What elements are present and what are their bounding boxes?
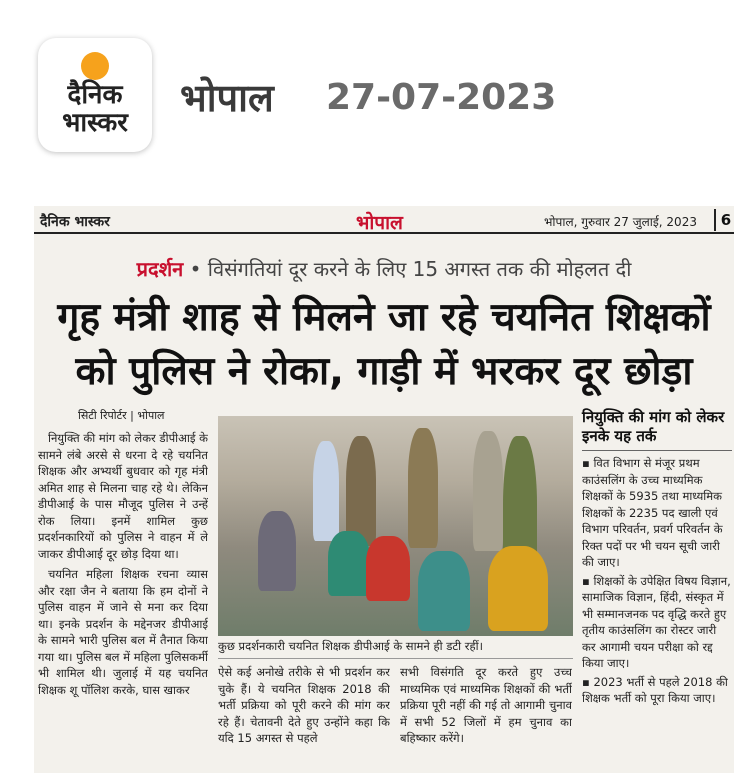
logo-line-1: दैनिक bbox=[67, 80, 123, 110]
photo-person bbox=[258, 511, 296, 591]
newspaper-clipping bbox=[34, 206, 734, 773]
photo-caption: कुछ प्रदर्शनकारी चयनित शिक्षक डीपीआई के सामने ही डटी रहीं। bbox=[218, 638, 573, 659]
photo-person bbox=[346, 436, 376, 546]
masthead-date: भोपाल, गुरुवार 27 जुलाई, 2023 bbox=[544, 215, 697, 229]
article-column-3: सभी विसंगति दूर करते हुए उच्च माध्यमिक एवं माध्यमिक शिक्षकों की भर्ती प्रक्रिया पूरी नहीं की गई तो आगामी चुनाव में सभी 52 जिलों में हम चुनाव का बहिष्कार करेंगे। bbox=[400, 665, 572, 745]
photo-person bbox=[418, 551, 470, 631]
masthead-section: भोपाल bbox=[356, 212, 403, 234]
paragraph-2: चयनित महिला शिक्षक रचना व्यास और रक्षा जैन ने बताया कि हम दोनों ने पुलिस वाहन में जाने से मना कर दिया था। इनके प्रदर्शन के मद्देनजर डीपीआई के सामने भारी पुलिस बल में तैनात किया गया था। पुलिस बल में महिला पुलिसकर्मी भी शामिल थी। जुलाई में यह चयनित शिक्षक शू पॉलिश करके, घास खाकर bbox=[38, 567, 208, 697]
masthead-brand: दैनिक भास्कर bbox=[40, 214, 110, 230]
photo-person bbox=[473, 431, 503, 551]
photo-person bbox=[408, 428, 438, 548]
photo-person bbox=[488, 546, 548, 631]
sidebar-point-2: ▪ शिक्षकों के उपेक्षित विषय विज्ञान, सामाजिक विज्ञान, हिंदी, संस्कृत में भी सम्मानजनक पद वृद्धि करते हुए तृतीय काउंसलिंग का रोस्टर जारी कर आगामी चयन परीक्षा को रद्द किया जाए। bbox=[582, 573, 731, 670]
photo-person bbox=[313, 441, 339, 541]
byline: सिटी रिपोर्टर | भोपाल bbox=[78, 409, 165, 422]
photo-person bbox=[366, 536, 410, 601]
photo-person bbox=[328, 531, 370, 596]
article-column-1 bbox=[38, 430, 208, 770]
kicker bbox=[34, 256, 734, 282]
protest-photo bbox=[218, 416, 573, 636]
sidebar-title: नियुक्ति की मांग को लेकर इनके यह तर्क bbox=[582, 408, 732, 451]
sidebar-box bbox=[582, 408, 732, 770]
headline-line-1: गृह मंत्री शाह से मिलने जा रहे चयनित शिक्षकों bbox=[57, 295, 711, 340]
kicker-text: विसंगतियां दूर करने के लिए 15 अगस्त तक की मोहलत दी bbox=[207, 257, 632, 281]
sidebar-body bbox=[582, 455, 732, 707]
city-title: भोपाल bbox=[180, 76, 274, 120]
sidebar-point-3: ▪ 2023 भर्ती से पहले 2018 की शिक्षक भर्ती को पूरा किया जाए। bbox=[582, 674, 728, 705]
edition-date: 27-07-2023 bbox=[326, 77, 557, 118]
headline-line-2: को पुलिस ने रोका, गाड़ी में भरकर दूर छोड़ा bbox=[75, 349, 693, 394]
sidebar-point-1: ▪ वित विभाग से मंजूर प्रथम काउंसलिंग के उच्च माध्यमिक शिक्षकों के 5935 तथा माध्यमिक शिक्षकों के 2235 पद खाली एवं विभाग परिवर्तन, प्रवर्ग परिवर्तन के रिक्त पदों पर भी चयन सूची जारी की जाए। bbox=[582, 456, 723, 569]
kicker-label: प्रदर्शन bbox=[136, 257, 184, 281]
kicker-bullet: • bbox=[189, 257, 208, 281]
page-number: 6 bbox=[714, 209, 734, 231]
share-header bbox=[0, 0, 755, 190]
article-column-2: ऐसे कई अनोखे तरीके से भी प्रदर्शन कर चुके हैं। ये चयनित शिक्षक 2018 की भर्ती प्रक्रिया को पूरी करने की मांग कर रहे हैं। चेतावनी देते हुए उन्होंने कहा कि यदि 15 अगस्त से पहले bbox=[218, 665, 390, 745]
paragraph-1: नियुक्ति की मांग को लेकर डीपीआई के सामने लंबे अरसे से धरना दे रहे चयनित शिक्षक और अभ्यर्थी बुधवार को गृह मंत्री अमित शाह से मिलना चाह रहे थे। लेकिन डीपीआई के पास मौजूद पुलिस ने उन्हें रोक लिया। इनमें शामिल कुछ प्रदर्शनकारियों को पुलिस ने वाहन में ले जाकर डीपीआई दूर छोड़ दिया था। bbox=[38, 431, 208, 561]
masthead bbox=[34, 206, 734, 234]
dainik-bhaskar-logo[interactable] bbox=[38, 38, 152, 152]
logo-sun-icon bbox=[81, 52, 109, 80]
logo-line-2: भास्कर bbox=[62, 108, 128, 138]
